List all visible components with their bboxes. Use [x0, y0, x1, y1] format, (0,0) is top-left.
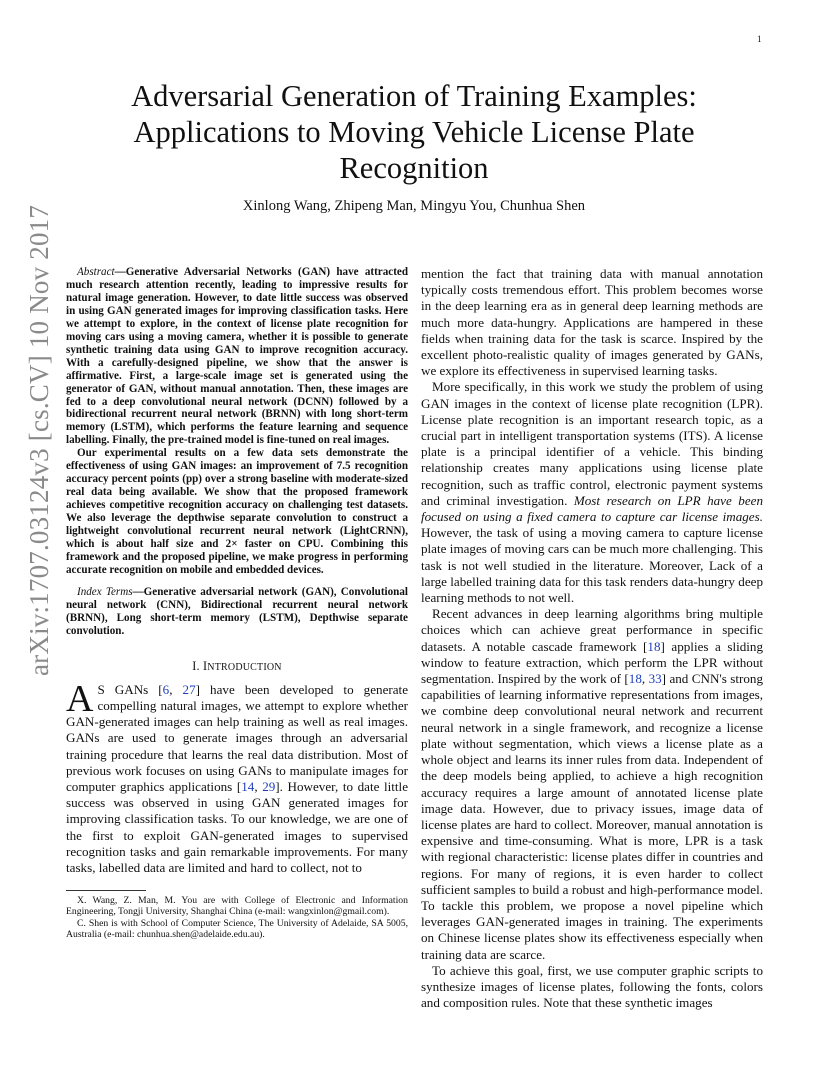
- left-column: [66, 266, 408, 942]
- footnote-affiliation-2: C. Shen is with School of Computer Science, The University of Adelaide, SA 5005, Australia (e-mail: chunhua.shen@adelaide.edu.au).: [66, 918, 408, 941]
- body-paragraph-2: [421, 379, 763, 606]
- citation-link[interactable]: 33: [648, 671, 662, 687]
- body-text: More specifically, in this work we study the problem of using GAN images in the context of license plate recognition (LPR). License plate recognition is an important research topic, as a crucial part in intelligent transportation systems (ITS). A license plate is a principal identifier of a vehicle. This binding relationship creates many applications using license plate recognition, such as traffic control, electronic payment systems and criminal investigation.: [421, 379, 763, 508]
- intro-text: ,: [169, 681, 183, 697]
- citation-link[interactable]: 18: [628, 671, 642, 687]
- index-terms: [66, 586, 408, 638]
- section-heading-introduction: [66, 659, 408, 674]
- citation-link[interactable]: 6: [162, 681, 170, 697]
- page-number: 1: [757, 34, 762, 44]
- body-paragraph-1: mention the fact that training data with manual annotation typically costs tremendous effort. This problem becomes worse in the deep learning era as in general deep learning methods are much more data-hungry. Applications are hampered in these fields when training data for the task is scarce. Inspired by the excellent photo-realistic quality of images generated by GANs, we explore its effectiveness in supervised learning tasks.: [421, 266, 763, 379]
- abstract-text-1: —Generative Adversarial Networks (GAN) have attracted much research attention recently, leading to impressive results for natural image generation. However, to date little success was observed in using GAN generated images for improving classification tasks. Here we attempt to explore, in the context of license plate recognition for moving cars using a moving camera, whether it is possible to generate synthetic training data using GAN to improve recognition accuracy. With a carefully-designed pipeline, we show that the answer is affirmative. First, a large-scale image set is generated using the generator of GAN, without manual annotation. Then, these images are fed to a deep convolutional neural network (DCNN) followed by a bidirectional recurrent neural network (BRNN) with long short-term memory (LSTM), which performs the feature learning and sequence labelling. Finally, the pre-trained model is fine-tuned on real images.: [66, 266, 408, 447]
- drop-cap: A: [66, 677, 94, 720]
- section-rest: NTRODUCTION: [207, 661, 282, 673]
- intro-text: ,: [254, 778, 263, 794]
- body-text: ,: [641, 671, 649, 687]
- body-paragraph-3: [421, 606, 763, 962]
- right-column: [421, 266, 763, 1011]
- abstract-paragraph-1: [66, 266, 408, 447]
- index-terms-text: —Generative adversarial network (GAN), Convolutional neural network (CNN), Bidirectional recurrent neural network (BRNN), Long short-term memory (LSTM), Depthwise separate convolution.: [66, 585, 408, 637]
- abstract-lead: Abstract: [77, 266, 115, 278]
- arxiv-identifier: arXiv:1707.03124v3 [cs.CV] 10 Nov 2017: [24, 204, 54, 676]
- intro-text: ]. However, to date little success was observed in using GAN generated images for improving classification tasks. To our knowledge, we are one of the first to exploit GAN-generated images to supervised recognition tasks and gain remarkable improvements. For many tasks, labelled data are limited and hard to collect, not to: [66, 778, 409, 875]
- paper-title: Adversarial Generation of Training Examples: Applications to Moving Vehicle License Plate Recognition: [131, 79, 697, 185]
- body-text: ] and CNN's strong capabilities of learning informative representations from images, we combine deep convolutional neural network and recurrent neural network in a single framework, and recognize a license plate without segmentation, which views a license plate as a whole object and learns its inner rules from data. Independent of the deep models being applied, to achieve a high recognition accuracy requires a large amount of annotated license plate image data. However, due to privacy issues, image data of license plates are hard to collect. Moreover, manual annotation is expensive and time-consuming. What is more, LPR is a task with regional characteristic: license plates differ in countries and regions. For many of regions, it is even harder to collect sufficient samples to build a robust and high-performance model. To tackle this problem, we propose a novel pipeline which leverages GAN-generated images in training. The experiments on Chinese license plates show its effectiveness especially when training data are scarce.: [421, 671, 764, 962]
- section-numeral: I.: [192, 658, 204, 673]
- body-text: However, the task of using a moving camera to capture license plate images of moving cars can be much more challenging. This task is not well studied in the literature. Moreover, Lack of a large labelled training data for this task renders data-hungry deep learning methods to not well.: [421, 525, 763, 606]
- intro-text: S GANs [: [97, 681, 163, 697]
- emphasized-text: Most research on LPR have been focused on using a fixed camera to capture car license images.: [421, 492, 763, 525]
- citation-link[interactable]: 18: [647, 638, 661, 654]
- citation-link[interactable]: 27: [182, 681, 196, 697]
- index-terms-lead: Index Terms: [77, 585, 133, 598]
- author-list: Xinlong Wang, Zhipeng Man, Mingyu You, Chunhua Shen: [242, 198, 586, 214]
- abstract-paragraph-2: Our experimental results on a few data sets demonstrate the effectiveness of using GAN images: an improvement of 7.5 recognition accuracy percent points (pp) over a strong baseline with moderate-sized real data being available. We show that the proposed framework achieves competitive recognition accuracy on challenging test datasets. We also leverage the depthwise separate convolution to construct a lightweight convolutional recurrent neural network (LightCRNN), which is about half size and 2× faster on CPU. Combining this framework and the proposed pipeline, we make progress in performing accurate recognition on mobile and embedded devices.: [66, 447, 408, 576]
- section-initial: I: [203, 658, 208, 673]
- body-text: ] applies a sliding window to feature extraction, which perform the LPR without segmentation. Inspired by the work of [: [421, 638, 764, 687]
- body-text: Recent advances in deep learning algorithms bring multiple choices which can achieve great performance in specific datasets. A notable cascade framework [: [421, 606, 763, 654]
- footnote-rule: [66, 890, 146, 891]
- footnote-affiliation-1: X. Wang, Z. Man, M. You are with College of Electronic and Information Engineering, Tongji University, Shanghai China (e-mail: wangxinlon@gmail.com).: [66, 895, 408, 918]
- body-paragraph-4: To achieve this goal, first, we use computer graphic scripts to synthesize images of license plates, following the fonts, colors and composition rules. Note that these synthetic images: [421, 962, 763, 1011]
- intro-paragraph: [66, 677, 409, 876]
- citation-link[interactable]: 29: [262, 778, 276, 794]
- citation-link[interactable]: 14: [241, 778, 255, 794]
- intro-text: ] have been developed to generate compelling natural images, we attempt to explore whether GAN-generated images can help training as well as real images. GANs are used to generate images through an adversarial training procedure that learns the real data distribution. Most of previous work focuses on using GANs to manipulate images for computer graphics applications [: [66, 681, 409, 794]
